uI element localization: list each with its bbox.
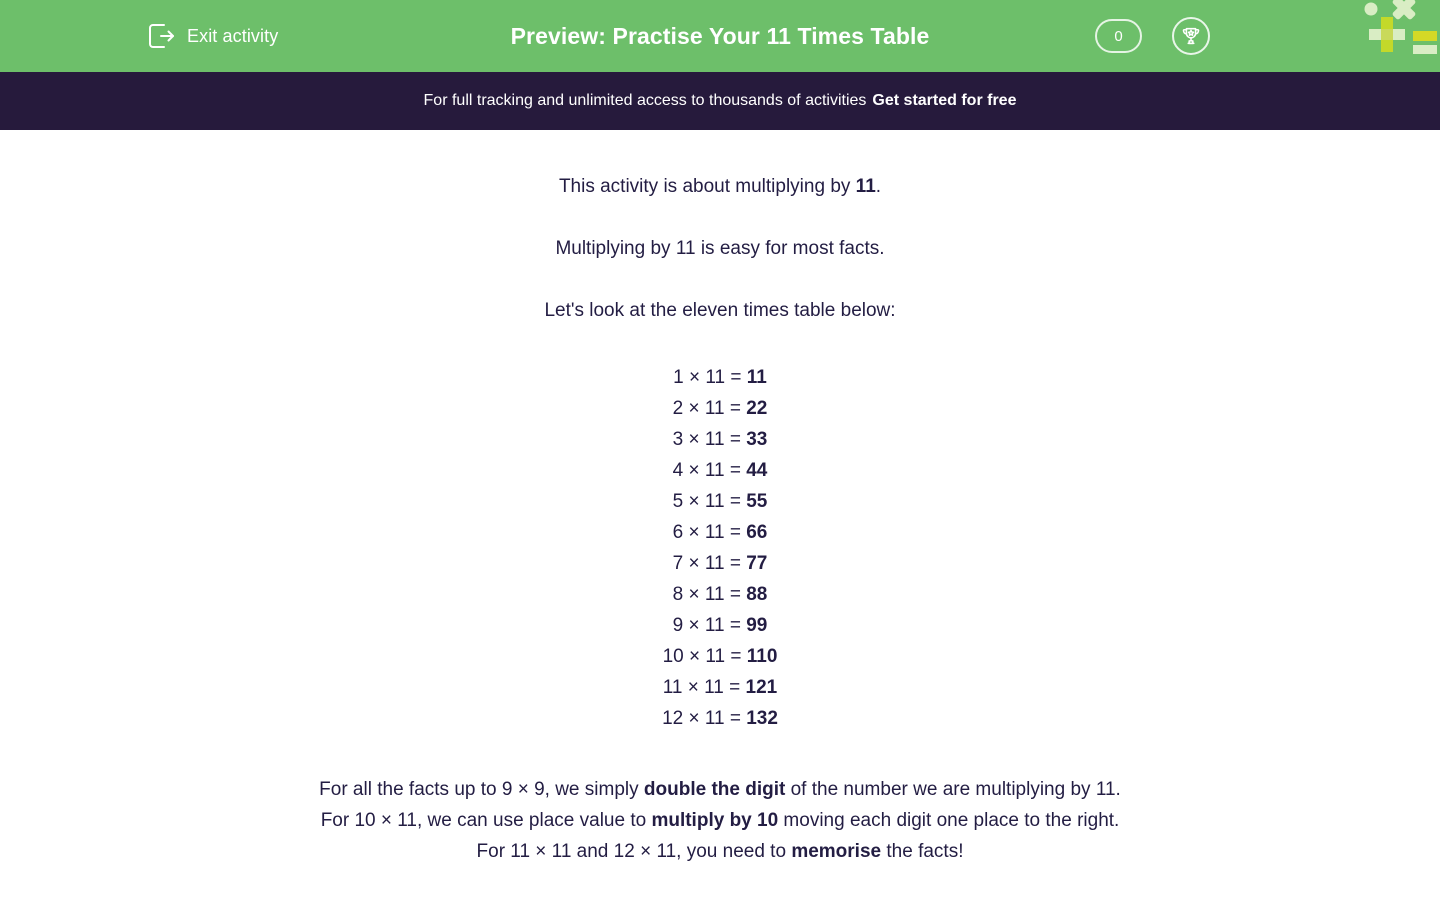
trophy-button[interactable] [1172, 17, 1210, 55]
explanation-prefix: For all the facts up to 9 × 9, we simply [319, 779, 644, 800]
explanation-bold: multiply by 10 [651, 810, 779, 831]
equation-result: 88 [746, 584, 768, 605]
intro-line-bold: 11 [855, 176, 876, 197]
explanation-prefix: For 11 × 11 and 12 × 11, you need to [476, 841, 792, 862]
equation-expression: 7 × 11 = [672, 553, 747, 574]
equation-row [673, 424, 768, 455]
equation-expression: 11 × 11 = [662, 677, 746, 698]
get-started-link[interactable]: Get started for free [872, 92, 1017, 109]
explanation-line [0, 805, 1440, 836]
equation-row [663, 641, 778, 672]
intro-line-suffix: . [875, 176, 882, 197]
equation-result: 33 [746, 429, 768, 450]
equation-result: 110 [746, 646, 778, 667]
exit-activity-button[interactable] [146, 0, 278, 72]
explanation-line [0, 836, 1440, 867]
equation-row [673, 362, 767, 393]
promo-banner-text: For full tracking and unlimited access to thousands of activities [423, 92, 867, 109]
equation-expression: 4 × 11 = [672, 460, 747, 481]
equation-result: 132 [746, 708, 778, 729]
equation-expression: 8 × 11 = [672, 584, 747, 605]
intro-line [0, 218, 1440, 280]
equation-expression: 6 × 11 = [672, 522, 747, 543]
decorative-shapes [1356, 0, 1440, 58]
explanation-section [0, 774, 1440, 867]
equation-expression: 2 × 11 = [672, 398, 747, 419]
explanation-line [0, 774, 1440, 805]
equation-row [673, 455, 768, 486]
equation-result: 77 [746, 553, 768, 574]
intro-line [0, 280, 1440, 342]
score-counter[interactable] [1095, 19, 1142, 53]
equation-row [673, 610, 768, 641]
equation-row [662, 703, 778, 734]
header-actions [1095, 0, 1210, 72]
exit-arrow-icon [146, 22, 176, 50]
score-value: 0 [1114, 27, 1123, 45]
equation-result: 121 [745, 677, 778, 698]
equation-expression: 5 × 11 = [672, 491, 747, 512]
equation-result: 66 [746, 522, 768, 543]
equation-result: 22 [746, 398, 768, 419]
page-title: Preview: Practise Your 11 Times Table [510, 23, 930, 49]
exit-activity-label: Exit activity [187, 25, 279, 46]
explanation-suffix: moving each digit one place to the right. [778, 810, 1120, 831]
trophy-icon [1180, 25, 1202, 47]
intro-line-prefix: Multiplying by 11 is easy for most facts. [555, 238, 885, 259]
intro-line [0, 156, 1440, 218]
explanation-prefix: For 10 × 11, we can use place value to [320, 810, 652, 831]
explanation-suffix: the facts! [881, 841, 964, 862]
equation-row [663, 672, 777, 703]
equation-result: 55 [746, 491, 768, 512]
explanation-bold: double the digit [643, 779, 786, 800]
equation-result: 99 [746, 615, 768, 636]
activity-content [0, 130, 1440, 867]
equation-expression: 9 × 11 = [672, 615, 747, 636]
explanation-bold: memorise [791, 841, 882, 862]
equation-row [673, 517, 768, 548]
equation-row [673, 486, 768, 517]
equation-expression: 1 × 11 = [673, 367, 747, 388]
intro-section [0, 156, 1440, 342]
promo-banner [0, 72, 1440, 130]
times-table-list [0, 362, 1440, 734]
equation-expression: 3 × 11 = [672, 429, 747, 450]
equation-expression: 10 × 11 = [662, 646, 747, 667]
intro-line-prefix: This activity is about multiplying by [558, 176, 856, 197]
equation-row [673, 548, 768, 579]
app-header [0, 0, 1440, 72]
equation-row [673, 393, 768, 424]
equation-expression: 12 × 11 = [662, 708, 747, 729]
equation-result: 11 [746, 367, 767, 388]
equation-row [673, 579, 768, 610]
equation-result: 44 [746, 460, 768, 481]
explanation-suffix: of the number we are multiplying by 11. [785, 779, 1121, 800]
intro-line-prefix: Let's look at the eleven times table below: [544, 300, 896, 321]
